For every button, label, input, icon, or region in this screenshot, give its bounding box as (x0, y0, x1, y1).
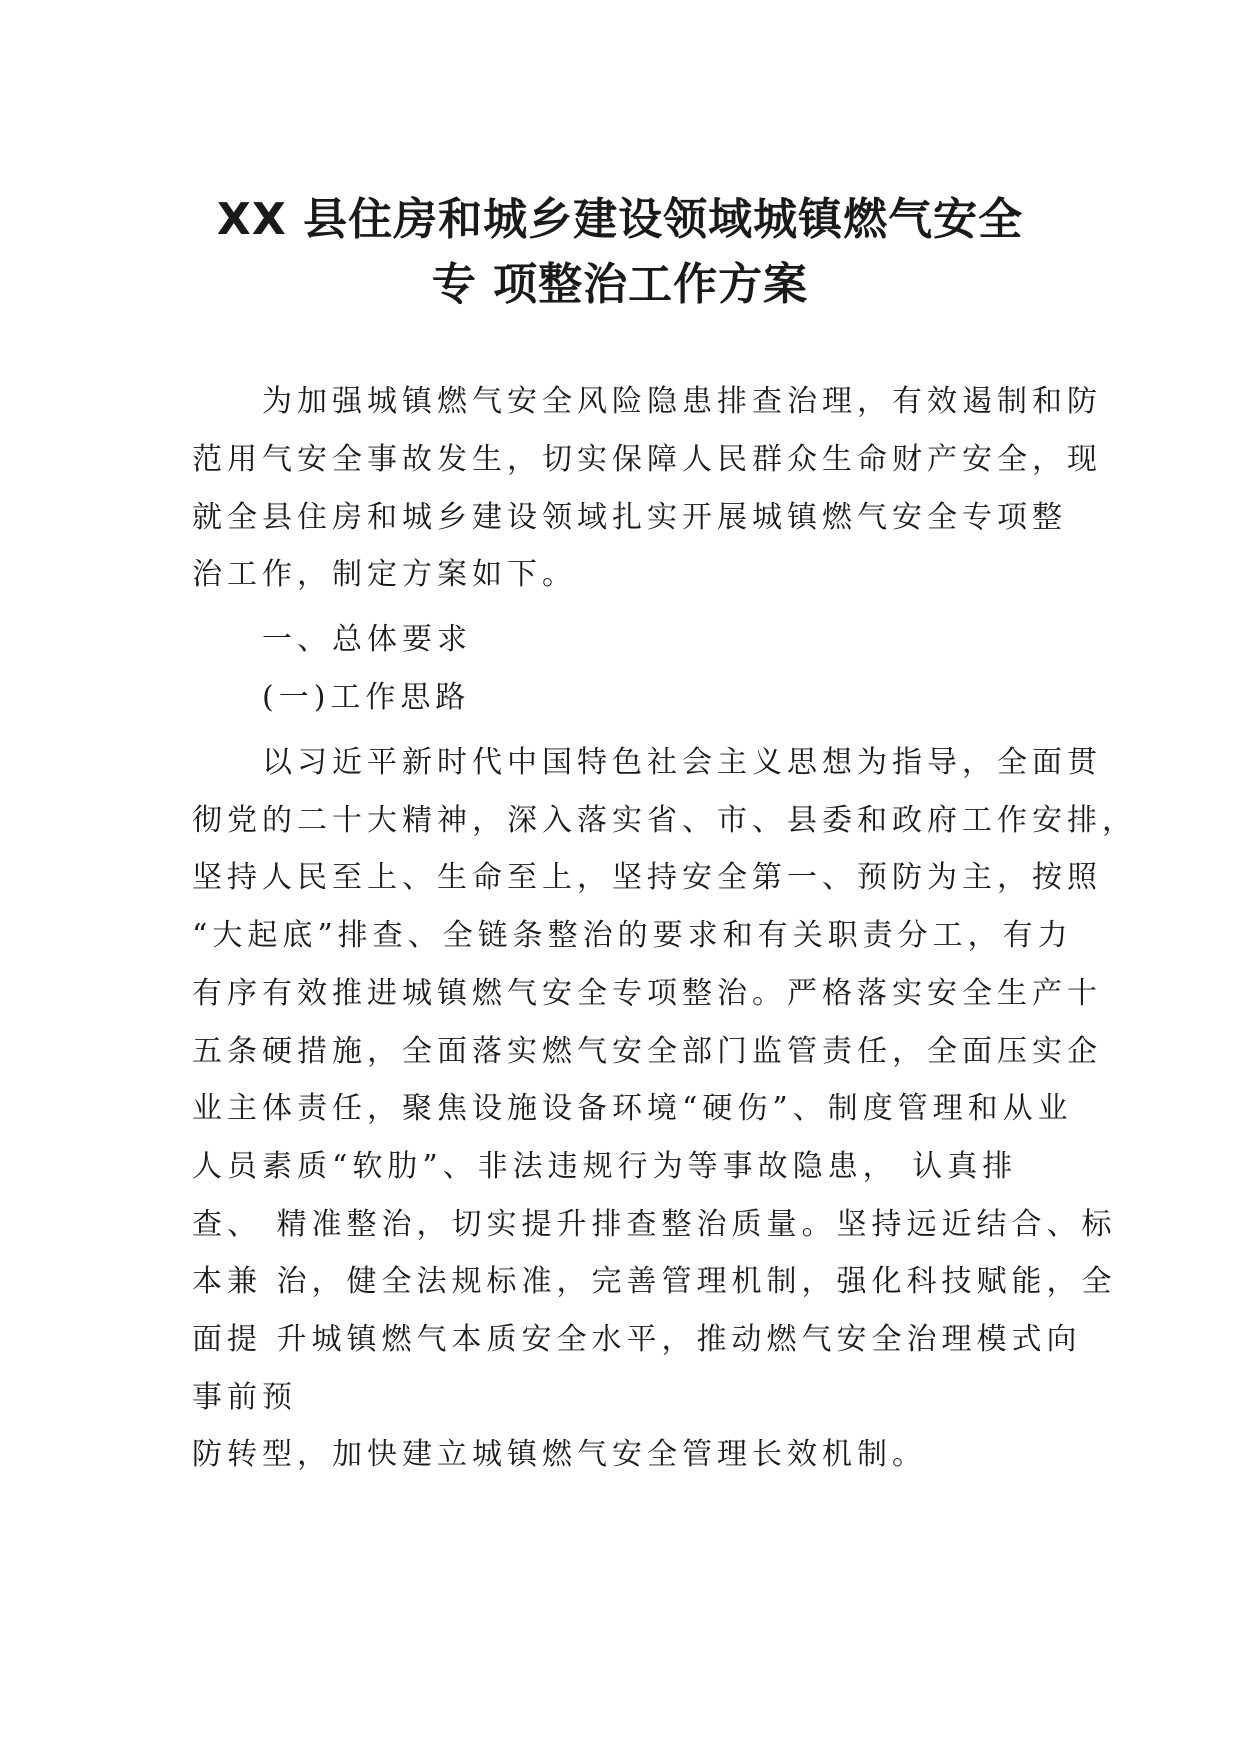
paragraph-line: 坚持人民至上、生命至上，坚持安全第一、预防为主，按照 (192, 860, 1102, 895)
paragraph-line: 治工作，制定方案如下。 (192, 557, 577, 592)
paragraph-line: “大起底”排查、全链条整治的要求和有关职责分工，有力 (192, 918, 1073, 953)
paragraph-line: 查、 精准整治，切实提升排查整治质量。坚持远近结合、标 (192, 1207, 1117, 1242)
paragraph-line: 彻党的二十大精神，深入落实省、市、县委和政府工作安排， (192, 803, 1137, 838)
paragraph-line: 防转型，加快建立城镇燃气安全管理长效机制。 (192, 1437, 927, 1472)
document-title-line-1: XX 县住房和城乡建设领域城镇燃气安全 (216, 194, 1024, 245)
document-title-line-2: 专 项整治工作方案 (431, 259, 809, 310)
paragraph-line: 五条硬措施，全面落实燃气安全部门监管责任，全面压实企 (192, 1034, 1102, 1069)
paragraph-line: 事前预 (192, 1380, 297, 1415)
subsection-heading: (一)工作思路 (262, 680, 471, 715)
paragraph-line: 范用气安全事故发生，切实保障人民群众生命财产安全，现 (192, 442, 1102, 477)
paragraph-line: 面提 升城镇燃气本质安全水平，推动燃气安全治理模式向 (192, 1322, 1082, 1357)
paragraph-line: 就全县住房和城乡建设领域扎实开展城镇燃气安全专项整 (192, 500, 1067, 535)
paragraph-line: 本兼 治，健全法规标准，完善管理机制，强化科技赋能，全 (192, 1264, 1117, 1299)
paragraph-line: 为加强城镇燃气安全风险隐患排查治理，有效遏制和防 (262, 384, 1102, 419)
paragraph-line: 以习近平新时代中国特色社会主义思想为指导，全面贯 (262, 745, 1102, 780)
paragraph-line: 人员素质“软肋”、非法违规行为等事故隐患， 认真排 (192, 1149, 1018, 1184)
paragraph-line: 有序有效推进城镇燃气安全专项整治。严格落实安全生产十 (192, 976, 1102, 1011)
section-heading: 一、总体要求 (262, 622, 472, 657)
paragraph-line: 业主体责任，聚焦设施设备环境“硬伤”、制度管理和从业 (192, 1091, 1073, 1126)
